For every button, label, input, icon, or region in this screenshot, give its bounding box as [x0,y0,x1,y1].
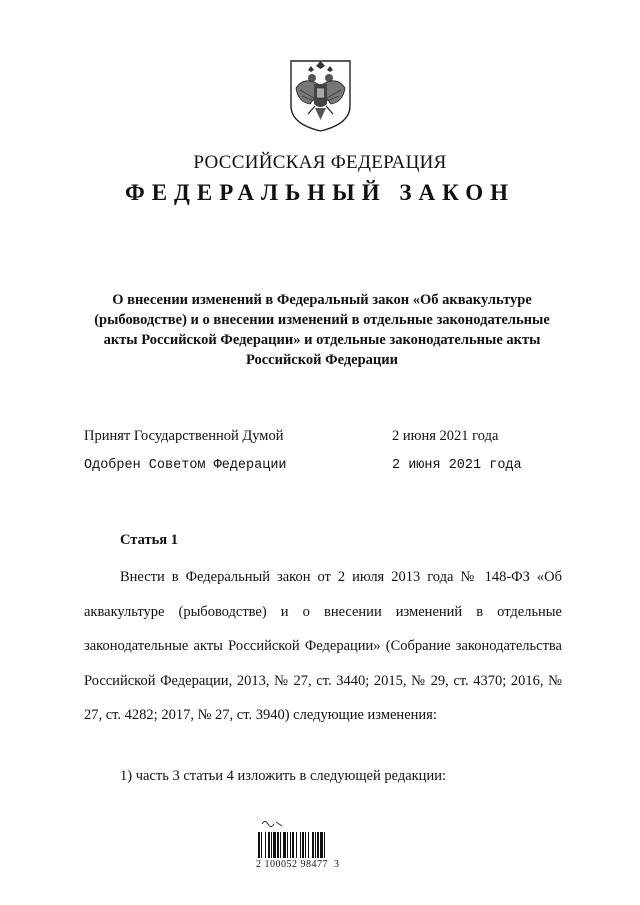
council-approval-date: 2 июня 2021 года [392,458,522,473]
barcode-number: 2 100052 98477 3 [256,859,340,870]
law-type-heading: ФЕДЕРАЛЬНЫЙ ЗАКОН [124,180,516,205]
duma-adoption-label: Принят Государственной Думой [84,428,284,444]
council-approval-label: Одобрен Советом Федерации [84,458,287,473]
country-name: РОССИЙСКАЯ ФЕДЕРАЦИЯ [193,152,447,173]
article-paragraph: Внести в Федеральный закон от 2 июля 2013 года № 148-ФЗ «Об аквакультуре (рыбоводстве) и о внесении изменений в отдельные законодательные акты Российской Федерации» (Собрание законодательства Российской Федерации, 2013, № 27, ст. 3440; 2015, № 29, ст. 4370; 2016, № 27, ст. 4282; 2017, № 27, ст. 3940) следующие изменения: [84,569,562,723]
article-heading: Статья 1 [120,532,178,548]
article-item-1: 1) часть 3 статьи 4 изложить в следующей редакции: [120,768,446,784]
law-title: О внесении изменений в Федеральный закон «Об аквакультуре (рыбоводстве) и о внесении изменений в отдельные законодательные акты Российской Федерации» и отдельные законодательные акты Российской Федерации [94,292,550,368]
duma-adoption-date: 2 июня 2021 года [392,428,499,444]
coat-of-arms-icon [288,58,353,134]
